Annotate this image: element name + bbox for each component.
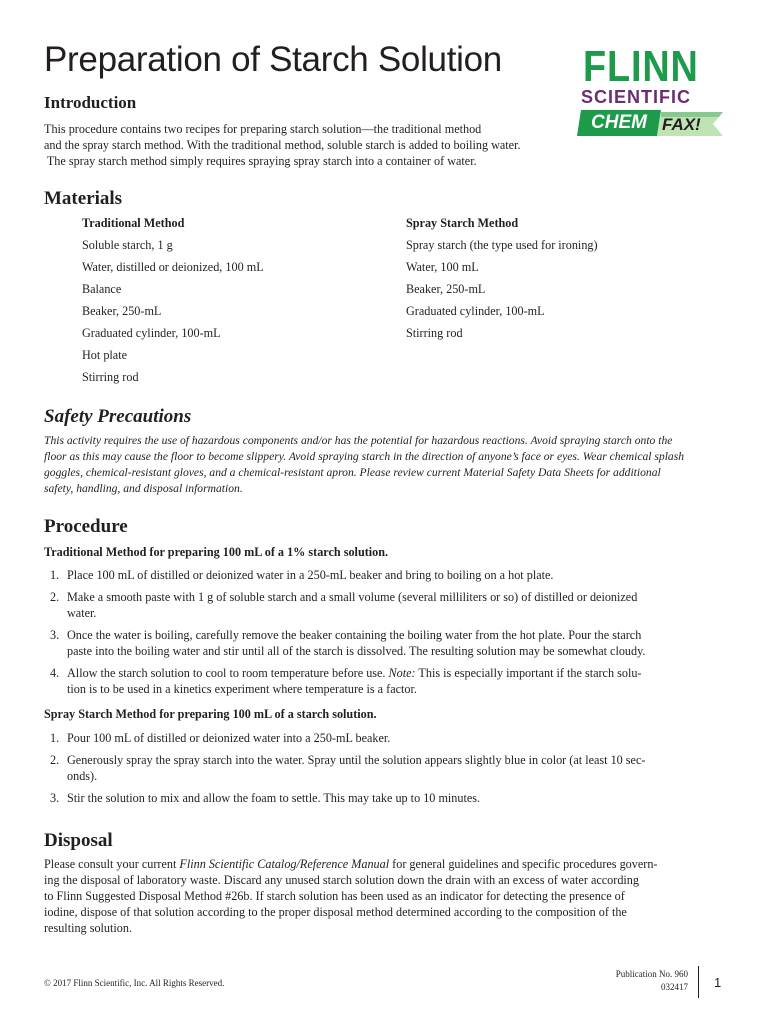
step-text: Stir the solution to mix and allow the foam to settle. This may take up to 10 minutes. — [67, 791, 481, 805]
introduction-heading: Introduction — [44, 93, 137, 112]
step-text: Pour 100 mL of distilled or deionized water into a 250-mL beaker. — [67, 731, 391, 745]
logo-fax-text: FAX! — [662, 115, 701, 134]
step-text: water. — [67, 606, 97, 620]
disposal-line — [44, 856, 704, 872]
introduction-line: This procedure contains two recipes for preparing starch solution—the traditional method — [44, 122, 482, 136]
step-number: 4. — [50, 666, 60, 680]
material-item: Soluble starch, 1 g — [82, 238, 173, 252]
spray-procedure-heading: Spray Starch Method for preparing 100 mL of a starch solution. — [44, 707, 377, 721]
material-item: Water, 100 mL — [406, 260, 479, 274]
step-text: paste into the boiling water and stir until all of the starch is dissolved. The resulting solution may be somewhat cloudy. — [67, 644, 646, 658]
note-label: Note: — [388, 666, 416, 680]
safety-line: This activity requires the use of hazardous components and/or has the potential for hazardous reactions. Avoid spraying starch onto the — [44, 434, 673, 447]
step-number: 3. — [50, 791, 60, 805]
disposal-line: ing the disposal of laboratory waste. Discard any unused starch solution down the drain with an excess of water according — [44, 873, 639, 887]
traditional-materials-list — [82, 214, 264, 388]
footer-divider — [698, 966, 699, 998]
step-number: 1. — [50, 568, 60, 582]
spray-materials-list — [406, 214, 598, 344]
disposal-text-part: for general guidelines and specific procedures govern- — [389, 857, 658, 871]
introduction-line: The spray starch method simply requires spraying spray starch into a container of water. — [44, 154, 477, 168]
procedure-heading: Procedure — [44, 516, 128, 537]
traditional-materials-heading: Traditional Method — [82, 216, 185, 230]
step-number: 3. — [50, 628, 60, 642]
step-number: 2. — [50, 590, 60, 604]
disposal-heading: Disposal — [44, 830, 113, 851]
material-item: Hot plate — [82, 348, 128, 362]
traditional-steps — [44, 567, 704, 703]
list-item — [44, 567, 704, 583]
safety-line: safety, handling, and disposal information. — [44, 482, 243, 495]
material-item: Graduated cylinder, 100-mL — [406, 304, 545, 318]
introduction-line: and the spray starch method. With the traditional method, soluble starch is added to boiling water. — [44, 138, 521, 152]
disposal-line: resulting solution. — [44, 921, 133, 935]
publication-number: Publication No. 960 — [615, 969, 688, 979]
material-item: Water, distilled or deionized, 100 mL — [82, 260, 264, 274]
traditional-procedure-heading: Traditional Method for preparing 100 mL of a 1% starch solution. — [44, 545, 389, 559]
step-text-part: Allow the starch solution to cool to room temperature before use. — [67, 666, 389, 680]
material-item: Graduated cylinder, 100-mL — [82, 326, 221, 340]
step-text — [67, 665, 704, 681]
step-text: Place 100 mL of distilled or deionized water in a 250-mL beaker and bring to boiling on a hot plate. — [67, 568, 554, 582]
disposal-line: to Flinn Suggested Disposal Method #26b. If starch solution has been used as an indicator for detecting the presence of — [44, 889, 625, 903]
list-item — [44, 589, 704, 621]
step-text-part: This is especially important if the starch solu- — [415, 666, 642, 680]
materials-heading: Materials — [44, 188, 123, 209]
safety-line: floor as this may cause the floor to become slippery. Avoid spraying starch in the direction of anyone’s face or eyes. Wear chemical splash — [44, 450, 685, 463]
step-text: Once the water is boiling, carefully remove the beaker containing the boiling water from the hot plate. Pour the starch — [67, 628, 642, 642]
spray-steps — [44, 730, 704, 812]
safety-line: goggles, chemical-resistant gloves, and a chemical-resistant apron. Please review current Material Safety Data Sheets for additional — [44, 466, 661, 479]
step-number: 2. — [50, 753, 60, 767]
material-item: Spray starch (the type used for ironing) — [406, 238, 598, 252]
page-title: Preparation of Starch Solution — [44, 40, 502, 79]
material-item: Balance — [82, 282, 122, 296]
disposal-text-part: Please consult your current — [44, 857, 180, 871]
list-item — [44, 752, 704, 784]
introduction-text — [44, 121, 684, 169]
logo-flinn-text: FLINN — [583, 42, 699, 91]
spray-materials-heading: Spray Starch Method — [406, 216, 519, 230]
step-text: Make a smooth paste with 1 g of soluble starch and a small volume (several milliliters or so) of distilled or deionized — [67, 590, 638, 604]
material-item: Beaker, 250-mL — [82, 304, 162, 318]
list-item — [44, 627, 704, 659]
safety-heading: Safety Precautions — [44, 406, 192, 427]
step-text: tion is to be used in a kinetics experiment where temperature is a factor. — [67, 682, 417, 696]
page-number: 1 — [714, 975, 722, 990]
copyright-notice: © 2017 Flinn Scientific, Inc. All Rights Reserved. — [44, 978, 225, 988]
disposal-line: iodine, dispose of that solution according to the proper disposal method determined according to the composition of the — [44, 905, 627, 919]
step-text: Generously spray the spray starch into the water. Spray until the solution appears slightly blue in color (at least 10 sec- — [67, 753, 646, 767]
catalog-title: Flinn Scientific Catalog/Reference Manual — [179, 857, 390, 871]
logo-scientific-text: SCIENTIFIC — [581, 87, 692, 107]
publication-code: 032417 — [661, 982, 688, 992]
material-item: Beaker, 250-mL — [406, 282, 486, 296]
material-item: Stirring rod — [406, 326, 463, 340]
disposal-text — [44, 856, 704, 936]
material-item: Stirring rod — [82, 370, 139, 384]
safety-text — [44, 433, 704, 497]
logo-chem-text: CHEM — [591, 112, 647, 133]
list-item — [44, 665, 704, 697]
step-number: 1. — [50, 731, 60, 745]
list-item — [44, 790, 704, 806]
publication-info — [616, 968, 688, 994]
step-text: onds). — [67, 769, 98, 783]
list-item — [44, 730, 704, 746]
